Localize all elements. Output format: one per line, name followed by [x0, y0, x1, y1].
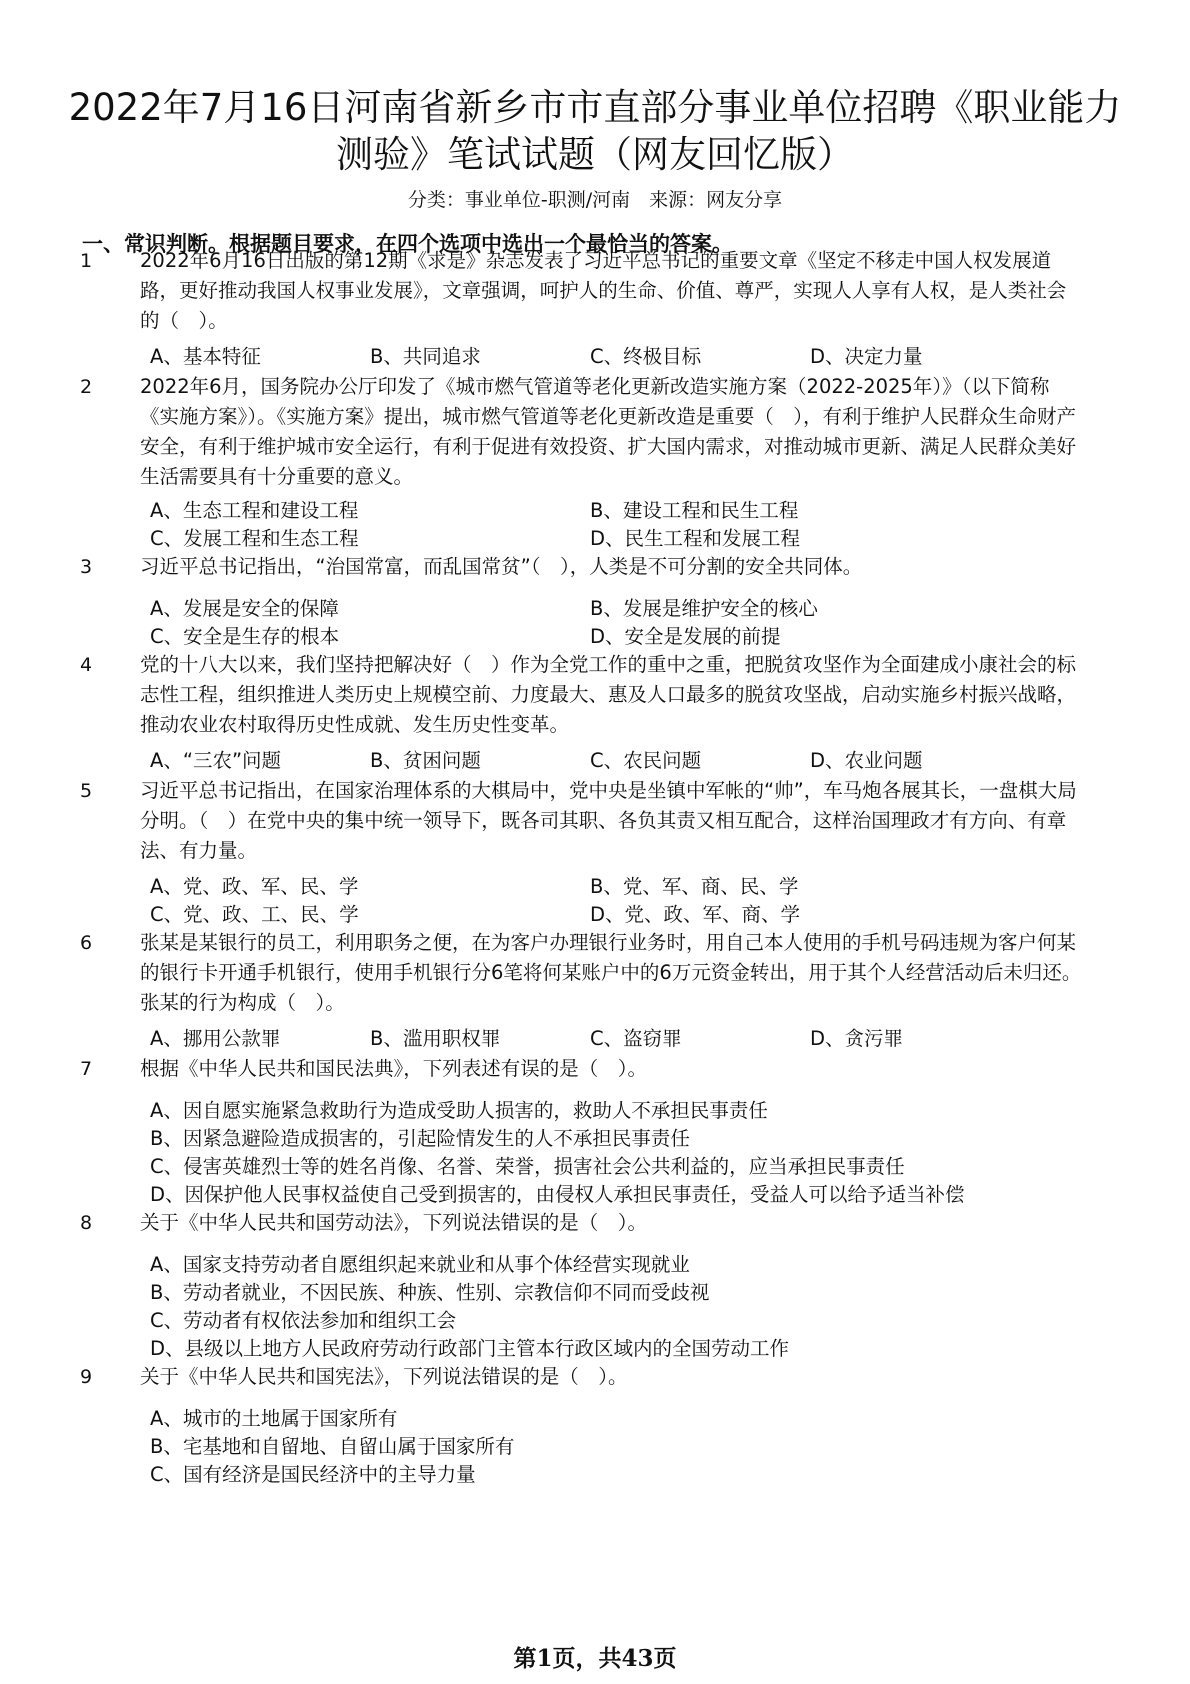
question-number: 5 — [80, 780, 93, 802]
page-footer: 第1页，共43页 — [513, 1645, 677, 1672]
answer-option: A、城市的土地属于国家所有 — [150, 1407, 398, 1430]
answer-option: C、劳动者有权依法参加和组织工会 — [150, 1309, 457, 1332]
answer-option: B、建设工程和民生工程 — [590, 499, 799, 522]
question-text: 习近平总书记指出，在国家治理体系的大棋局中，党中央是坐镇中军帐的“帅”，车马炮各展其长，一盘棋大局分明。（ ）在党中央的集中统一领导下，既各司其职、各负其责又相互配合，这样治国理政才有方向、有章法、有力量。 — [140, 779, 1077, 862]
answer-option: C、侵害英雄烈士等的姓名肖像、名誉、荣誉，损害社会公共利益的，应当承担民事责任 — [150, 1155, 905, 1178]
answer-option: C、国有经济是国民经济中的主导力量 — [150, 1463, 476, 1486]
question-text: 党的十八大以来，我们坚持把解决好（ ）作为全党工作的重中之重，把脱贫攻坚作为全面建成小康社会的标志性工程，组织推进人类历史上规模空前、力度最大、惠及人口最多的脱贫攻坚战，启动实施乡村振兴战略，推动农业农村取得历史性成就、发生历史性变革。 — [140, 653, 1077, 736]
question-text: 2022年6月16日出版的第12期《求是》杂志发表了习近平总书记的重要文章《坚定不移走中国人权发展道路，更好推动我国人权事业发展》，文章强调，呵护人的生命、价值、尊严，实现人人享有人权，是人类社会的（ ）。 — [140, 249, 1067, 332]
question-number: 8 — [80, 1212, 93, 1234]
question-number: 3 — [80, 556, 93, 578]
answer-option: A、挪用公款罪 — [150, 1027, 281, 1050]
answer-option: B、劳动者就业，不因民族、种族、性别、宗教信仰不同而受歧视 — [150, 1281, 710, 1304]
answer-option: D、因保护他人民事权益使自己受到损害的，由侵权人承担民事责任，受益人可以给予适当补偿 — [150, 1183, 965, 1206]
answer-option: B、宅基地和自留地、自留山属于国家所有 — [150, 1435, 515, 1458]
answer-option: A、基本特征 — [150, 345, 261, 368]
question-number: 9 — [80, 1366, 93, 1388]
answer-option: D、贪污罪 — [810, 1027, 904, 1050]
question-number: 4 — [80, 654, 93, 676]
answer-option: C、终极目标 — [590, 345, 702, 368]
answer-option: A、因自愿实施紧急救助行为造成受助人损害的，救助人不承担民事责任 — [150, 1099, 768, 1122]
answer-option: C、发展工程和生态工程 — [150, 527, 359, 550]
answer-option: A、国家支持劳动者自愿组织起来就业和从事个体经营实现就业 — [150, 1253, 690, 1276]
question-number: 1 — [80, 250, 93, 272]
question-text: 2022年6月，国务院办公厅印发了《城市燃气管道等老化更新改造实施方案（2022-2025年）》（以下简称《实施方案》）。《实施方案》提出，城市燃气管道等老化更新改造是重要（ ），有利于维护人民群众生命财产安全，有利于维护城市安全运行，有利于促进有效投资、扩大国内需求，对推动城市更新、满足人民群众美好生活需要具有十分重要的意义。 — [140, 375, 1077, 488]
answer-option: C、安全是生存的根本 — [150, 625, 340, 648]
question-number: 6 — [80, 932, 93, 954]
answer-option: B、共同追求 — [370, 345, 481, 368]
question-text: 习近平总书记指出，“治国常富，而乱国常贫”（ ），人类是不可分割的安全共同体。 — [140, 555, 863, 578]
answer-option: D、安全是发展的前提 — [590, 625, 781, 648]
section-heading: 一、常识判断。根据题目要求，在四个选项中选出一个最恰当的答案。 — [82, 232, 733, 256]
answer-option: C、党、政、工、民、学 — [150, 903, 359, 926]
answer-option: B、因紧急避险造成损害的，引起险情发生的人不承担民事责任 — [150, 1127, 690, 1150]
answer-option: C、农民问题 — [590, 749, 702, 772]
question-number: 7 — [80, 1058, 93, 1080]
question-number: 2 — [80, 376, 93, 398]
answer-option: B、党、军、商、民、学 — [590, 875, 799, 898]
answer-option: D、农业问题 — [810, 749, 923, 772]
answer-option: A、“三农”问题 — [150, 749, 282, 772]
answer-option: C、盗窃罪 — [590, 1027, 682, 1050]
answer-option: B、发展是维护安全的核心 — [590, 597, 818, 620]
answer-option: B、贫困问题 — [370, 749, 481, 772]
question-text: 关于《中华人民共和国劳动法》，下列说法错误的是（ ）。 — [140, 1211, 648, 1234]
answer-option: B、滥用职权罪 — [370, 1027, 501, 1050]
answer-option: D、决定力量 — [810, 345, 923, 368]
page-title: 2022年7月16日河南省新乡市市直部分事业单位招聘《职业能力测验》笔试试题（网友回忆版） — [68, 86, 1122, 176]
answer-option: A、生态工程和建设工程 — [150, 499, 359, 522]
answer-option: A、党、政、军、民、学 — [150, 875, 359, 898]
document-meta: 分类：事业单位-职测/河南 来源：网友分享 — [407, 189, 783, 211]
answer-option: D、党、政、军、商、学 — [590, 903, 801, 926]
question-text: 关于《中华人民共和国宪法》，下列说法错误的是（ ）。 — [140, 1365, 628, 1388]
answer-option: A、发展是安全的保障 — [150, 597, 339, 620]
question-text: 根据《中华人民共和国民法典》，下列表述有误的是（ ）。 — [140, 1057, 648, 1080]
answer-option: D、县级以上地方人民政府劳动行政部门主管本行政区域内的全国劳动工作 — [150, 1337, 790, 1360]
question-text: 张某是某银行的员工，利用职务之便，在为客户办理银行业务时，用自己本人使用的手机号码违规为客户何某的银行卡开通手机银行，使用手机银行分6笔将何某账户中的6万元资金转出，用于其个人经营活动后未归还。张某的行为构成（ ）。 — [140, 931, 1082, 1014]
answer-option: D、民生工程和发展工程 — [590, 527, 801, 550]
